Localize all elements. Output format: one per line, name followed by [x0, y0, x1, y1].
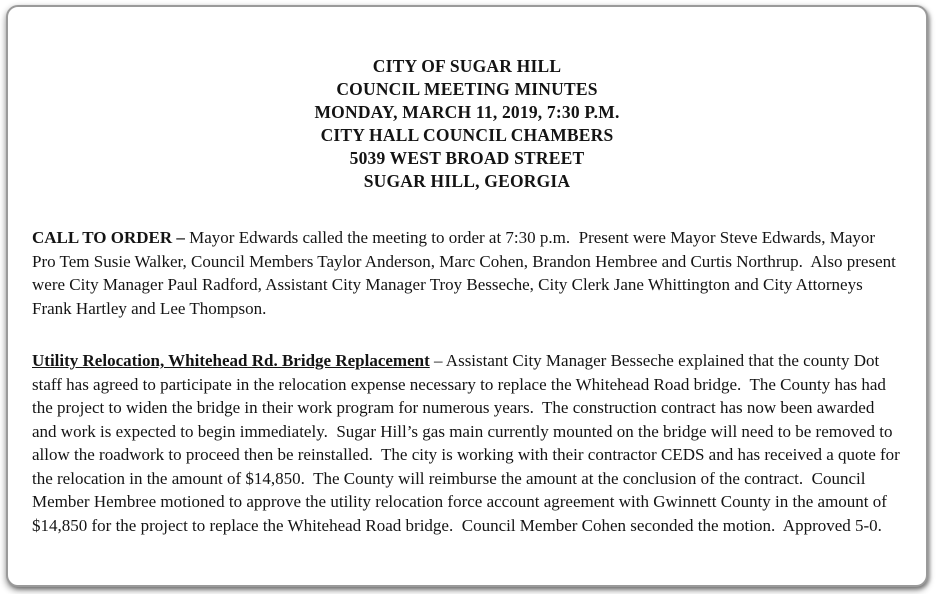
header-line-citystate: SUGAR HILL, GEORGIA: [363, 171, 571, 191]
header-line-title: COUNCIL MEETING MINUTES: [336, 79, 598, 99]
header-line-address: 5039 WEST BROAD STREET: [349, 148, 585, 168]
header-line-city: CITY OF SUGAR HILL: [372, 56, 562, 76]
utility-relocation-paragraph: [32, 349, 905, 537]
utility-relocation-text: – Assistant City Manager Besseche explained that the county Dot staff has agreed to participate in the relocation expense necessary to replace the Whitehead Road bridge. The County has had the project to widen the bridge in their work program for numerous years. The construction contract has now been awarded and work is expected to begin immediately. Sugar Hill’s gas main currently mounted on the bridge will need to be removed to allow the roadwork to proceed then be reinstalled. The city is working with their contractor CEDS and has received a quote for the relocation in the amount of $14,850. The County will reimburse the amount at the conclusion of the contract. Council Member Hembree motioned to approve the utility relocation force account agreement with Gwinnett County in the amount of $14,850 for the project to replace the Whitehead Road bridge. Council Member Cohen seconded the motion. Approved 5-0.: [32, 351, 905, 535]
call-to-order-heading: CALL TO ORDER –: [32, 228, 185, 247]
document-header: [32, 55, 902, 193]
document-page: [6, 5, 928, 587]
call-to-order-text: Mayor Edwards called the meeting to order at 7:30 p.m. Present were Mayor Steve Edwards, Mayor Pro Tem Susie Walker, Council Members Taylor Anderson, Marc Cohen, Brandon Hembree and Curtis Northrup. Also present were City Manager Paul Radford, Assistant City Manager Troy Besseche, City Clerk Jane Whittington and City Attorneys Frank Hartley and Lee Thompson.: [32, 228, 901, 318]
utility-relocation-heading: Utility Relocation, Whitehead Rd. Bridge Replacement: [32, 351, 430, 370]
header-line-datetime: MONDAY, MARCH 11, 2019, 7:30 P.M.: [314, 102, 620, 122]
header-line-location: CITY HALL COUNCIL CHAMBERS: [320, 125, 614, 145]
document-body: [32, 226, 905, 537]
call-to-order-paragraph: [32, 226, 902, 320]
